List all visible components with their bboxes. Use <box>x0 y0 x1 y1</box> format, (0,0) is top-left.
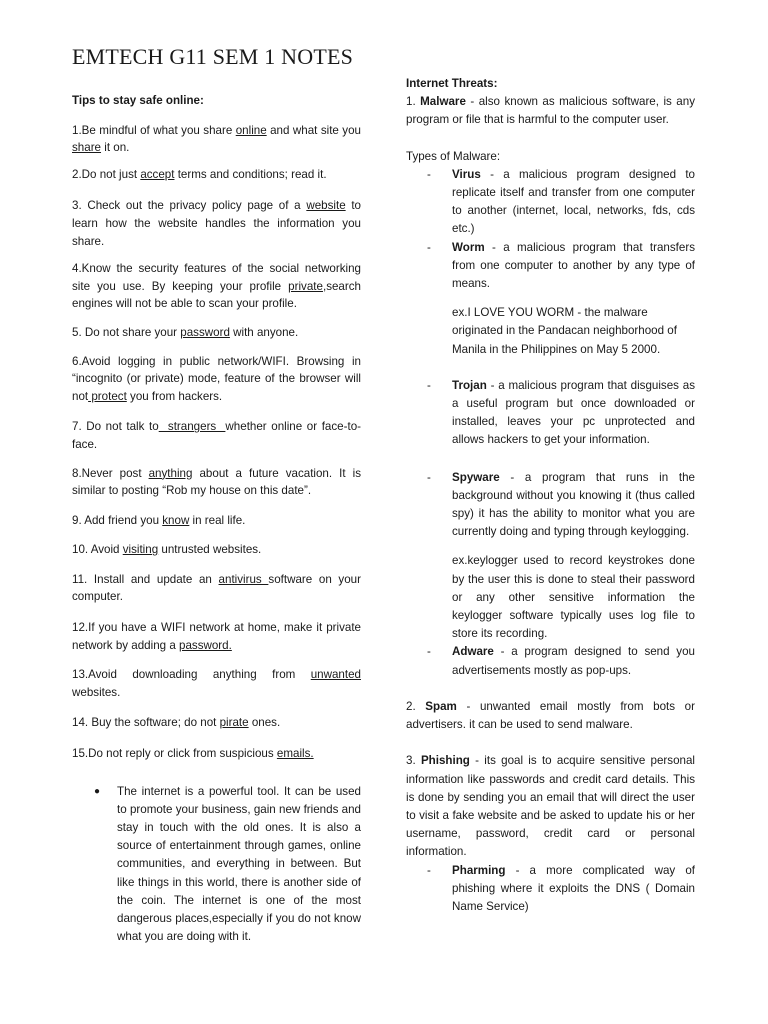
malware-type-trojan: - Trojan - a malicious program that disguises as a useful program but once downloaded or installed, leaves your pc unprotected and allows hackers to get your information. <box>427 378 695 447</box>
tips-heading: Tips to stay safe online: <box>72 94 204 107</box>
tip-11: 11. Install and update an antivirus software on your computer. <box>72 572 361 604</box>
internet-bullet <box>72 783 361 947</box>
tip-3: 3. Check out the privacy policy page of a website to learn how the website handles the information you share. <box>72 199 362 248</box>
tip-14: 14. Buy the software; do not pirate ones. <box>72 716 281 730</box>
worm-example: ex.I LOVE YOU WORM - the malware originated in the Pandacan neighborhood of Manila in the Philippines on May 5 2000. <box>452 306 677 356</box>
malware-type-virus: - Virus - a malicious program designed to replicate itself and transfer from one computer to another (internet, local, networks, fds, cds etc.) <box>427 167 695 236</box>
malware-type-worm: - Worm - a malicious program that transfers from one computer to another by any type of means. <box>427 240 695 291</box>
spam-item: 2. Spam - unwanted email mostly from bots or advertisers. it can be used to send malware. <box>406 699 695 732</box>
tip-12: 12.If you have a WIFI network at home, make it private network by adding a password. <box>72 621 361 652</box>
malware-item: 1. Malware - also known as malicious software, is any program or file that is harmful to the computer user. <box>406 95 695 127</box>
spyware-example: ex.keylogger used to record keystrokes done by the user this is done to steal their password or any other sensitive information the keylogger software typically uses log file to store its recording. <box>452 554 695 641</box>
tip-8: 8.Never post anything about a future vacation. It is similar to posting “Rob my house on this date”. <box>72 466 361 498</box>
phishing-item: 3. Phishing - its goal is to acquire sensitive personal information like passwords and credit card details. This is done by sending you an email that will direct the user to visit a fake website and be asked to update his or her username, password, credit card or personal information. <box>406 754 695 859</box>
bullet-icon: ● <box>94 785 101 797</box>
phishing-type-pharming: - Pharming - a more complicated way of phishing where it exploits the DNS ( Domain Name Service) <box>427 863 695 913</box>
malware-type-spyware: - Spyware - a program that runs in the background without you knowing it (thus called spy) it has the ability to monitor what you are currently doing and typing through keylogging. <box>427 470 695 539</box>
tip-6: 6.Avoid logging in public network/WIFI. Browsing in “incognito (or private) mode, feature of the browser will not protect you from hackers. <box>72 354 361 403</box>
tip-15: 15.Do not reply or click from suspicious emails. <box>72 747 314 761</box>
types-heading: Types of Malware: <box>406 149 501 163</box>
tip-1: 1.Be mindful of what you share online and what site you share it on. <box>72 123 361 155</box>
tip-9: 9. Add friend you know in real life. <box>72 513 246 527</box>
tip-2: 2.Do not just accept terms and conditions; read it. <box>72 167 327 181</box>
right-column <box>406 75 695 916</box>
tip-7: 7. Do not talk to strangers whether online or face-to-face. <box>72 420 362 451</box>
bullet-text: The internet is a powerful tool. It can be used to promote your business, gain new friends and stay in touch with the old ones. It is also a source of entertainment through games, online communities, and everything in between. But like things in this world, there is another side of the coin. The internet is one of the most dangerous places,especially if you do not know what you are doing with it. <box>117 784 361 944</box>
tip-13: 13.Avoid downloading anything from unwanted websites. <box>72 668 361 699</box>
tip-4: 4.Know the security features of the social networking site you use. By keeping your profile private,search engines will not be able to scan your profile. <box>72 262 361 311</box>
tip-10: 10. Avoid visiting untrusted websites. <box>72 543 262 557</box>
page-title: EMTECH G11 SEM 1 NOTES <box>72 44 354 69</box>
threats-heading: Internet Threats: <box>406 77 498 90</box>
malware-type-adware: - Adware - a program designed to send you advertisements mostly as pop-ups. <box>427 645 695 677</box>
tip-5: 5. Do not share your password with anyone. <box>72 325 299 339</box>
left-column <box>72 92 361 946</box>
